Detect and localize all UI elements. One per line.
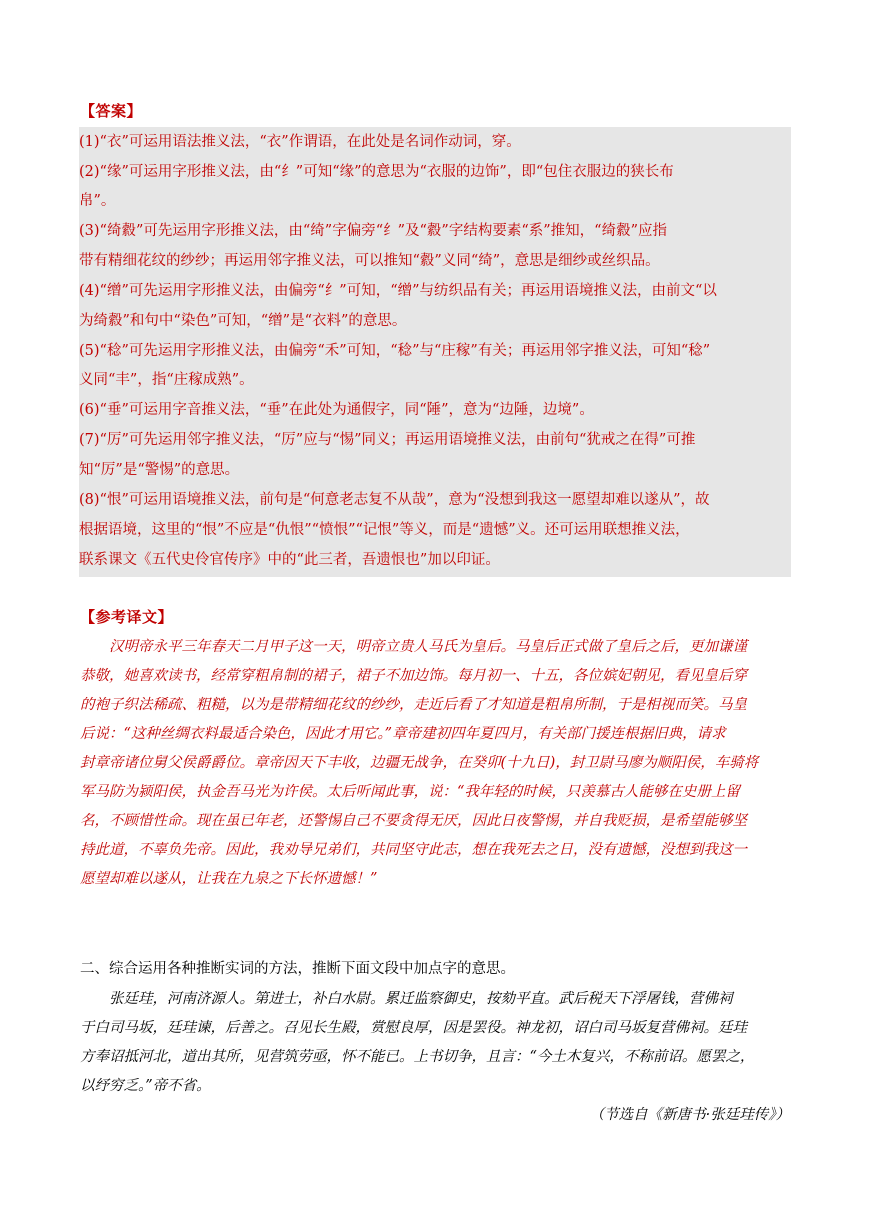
answer-line: (8)“恨”可运用语境推义法，前句是“何意老志复不从哉”，意为“没想到我这一愿望却难以遂从”，故 xyxy=(79,492,710,508)
answer-line: 帛”。 xyxy=(79,193,116,209)
reference-translation-heading: 【参考译文】 xyxy=(80,608,174,626)
translation-line: 封章帝诸位舅父侯爵爵位。章帝因天下丰收，边疆无战争，在癸卯(十九日)，封卫尉马廖为顺阳侯，车骑将 xyxy=(80,755,759,771)
answer-line: (2)“缘”可运用字形推义法，由“纟”可知“缘”的意思为“衣服的边饰”，即“包住衣服边的狭长布 xyxy=(79,164,674,180)
answer-heading: 【答案】 xyxy=(80,102,143,120)
answer-line: 带有精细花纹的纱纱；再运用邻字推义法，可以推知“縠”义同“绮”，意思是细纱或丝织品。 xyxy=(79,253,660,269)
passage-line: 方奉诏抵河北，道出其所，见营筑劳亟，怀不能已。上书切争，且言：“今土木复兴，不称前诏。愿罢之， xyxy=(80,1049,755,1065)
answer-line: (4)“缯”可先运用字形推义法，由偏旁“纟”可知，“缯”与纺织品有关；再运用语境推义法，由前文“以 xyxy=(79,283,717,299)
translation-line: 军马防为颍阳侯，执金吾马光为许侯。太后听闻此事，说：“我年轻的时候，只羡慕古人能够在史册上留 xyxy=(80,784,740,800)
answer-line: (6)“垂”可运用字音推义法，“垂”在此处为通假字，同“陲”，意为“边陲，边境”。 xyxy=(79,402,594,418)
answer-line: 根据语境，这里的“恨”不应是“仇恨”“愤恨”“记恨”等义，而是“遗憾”义。还可运用联想推义法， xyxy=(79,522,690,538)
question-heading: 二、综合运用各种推断实词的方法，推断下面文段中加点字的意思。 xyxy=(80,961,515,977)
answer-line: 义同“丰”，指“庄稼成熟”。 xyxy=(79,372,254,388)
passage-line: 以纾穷乏。”帝不省。 xyxy=(80,1078,211,1094)
answer-line: (1)“衣”可运用语法推义法，“衣”作谓语，在此处是名词作动词，穿。 xyxy=(79,134,521,150)
translation-line: 愿望却难以遂从，让我在九泉之下长怀遗憾！” xyxy=(80,871,378,887)
answer-line: (5)“稔”可先运用字形推义法，由偏旁“禾”可知，“稔”与“庄稼”有关；再运用邻字推义法，可知“稔” xyxy=(79,343,711,359)
translation-line: 后说：“这种丝绸衣料最适合染色，因此才用它。”章帝建初四年夏四月，有关部门援连根据旧典，请求 xyxy=(80,726,726,742)
passage-line: 张廷珪，河南济源人。第进士，补白水尉。累迁监察御史，按劾平直。武后税天下浮屠钱，营佛祠 xyxy=(80,991,733,1007)
translation-line: 持此道，不辜负先帝。因此，我劝导兄弟们，共同坚守此志，想在我死去之日，没有遗憾，没想到我这一 xyxy=(80,842,747,858)
translation-line: 名，不顾惜性命。现在虽已年老，还警惕自己不要贪得无厌，因此日夜警惕，并自我贬损，是希望能够坚 xyxy=(80,813,747,829)
passage-source: （节选自《新唐书·张廷珪传》） xyxy=(589,1107,790,1123)
translation-line: 恭敬，她喜欢读书，经常穿粗帛制的裙子，裙子不加边饰。每月初一、十五，各位嫔妃朝见，看见皇后穿 xyxy=(80,668,747,684)
answer-line: (7)“厉”可先运用邻字推义法，“厉”应与“惕”同义；再运用语境推义法，由前句“犹戒之在得”可推 xyxy=(79,432,696,448)
passage-line: 于白司马坂，廷珪谏，后善之。召见长生殿，赏慰良厚，因是罢役。神龙初，诏白司马坂复营佛祠。廷珪 xyxy=(80,1020,747,1036)
translation-line: 的袍子织法稀疏、粗糙，以为是带精细花纹的纱纱，走近后看了才知道是粗帛所制，于是相视而笑。马皇 xyxy=(80,697,747,713)
translation-line: 汉明帝永平三年春天二月甲子这一天，明帝立贵人马氏为皇后。马皇后正式做了皇后之后，更加谦谨 xyxy=(80,639,747,655)
answer-line: 联系课文《五代史伶官传序》中的“此三者，吾遗恨也”加以印证。 xyxy=(79,552,500,568)
answer-line: (3)“绮縠”可先运用字形推义法，由“绮”字偏旁“纟”及“縠”字结构要素“系”推知，“绮縠”应指 xyxy=(79,223,667,239)
answer-line: 为绮縠”和句中“染色”可知，“缯”是“衣料”的意思。 xyxy=(79,313,407,329)
answer-line: 知“厉”是“警惕”的意思。 xyxy=(79,462,240,478)
